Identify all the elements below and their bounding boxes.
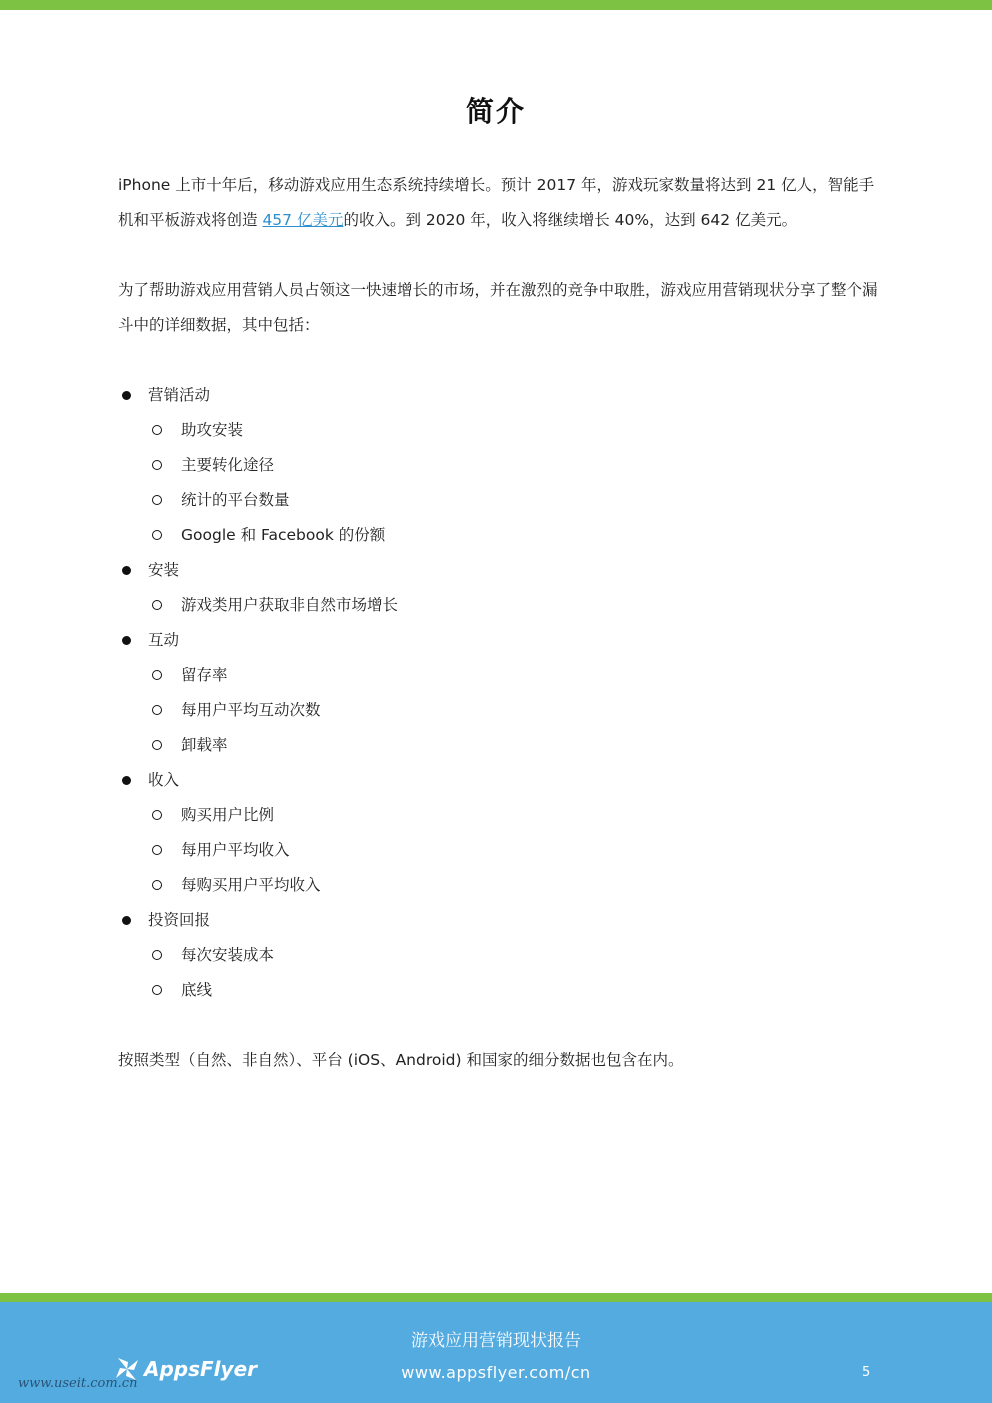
footer-accent-bar (0, 1293, 992, 1302)
lead-paragraph: 为了帮助游戏应用营销人员占领这一快速增长的市场，并在激烈的竞争中取胜，游戏应用营销现状分享了整个漏斗中的详细数据，其中包括： (118, 281, 878, 334)
footer (0, 1293, 992, 1403)
sub-item-label: 每用户平均收入 (181, 841, 290, 859)
section-label: 互动 (148, 631, 180, 649)
hollow-bullet-icon (152, 880, 162, 890)
footer-report-title: 游戏应用营销现状报告 (411, 1331, 581, 1351)
sub-item-label: 助攻安装 (181, 421, 244, 439)
sub-item-label: 每用户平均互动次数 (181, 701, 321, 719)
sub-item-label: 底线 (181, 981, 213, 999)
sub-item (118, 938, 878, 973)
section-item (118, 763, 878, 798)
sub-item (118, 728, 878, 763)
hollow-bullet-icon (152, 740, 162, 750)
section-item (118, 378, 878, 413)
top-accent-bar (0, 0, 992, 10)
hollow-bullet-icon (152, 705, 162, 715)
closing-paragraph: 按照类型（自然、非自然）、平台 (iOS、Android) 和国家的细分数据也包含在内。 (118, 1051, 684, 1069)
sub-item (118, 658, 878, 693)
filled-bullet-icon (122, 916, 131, 925)
section-item (118, 623, 878, 658)
sub-item-label: 统计的平台数量 (181, 491, 290, 509)
sub-item (118, 833, 878, 868)
hollow-bullet-icon (152, 425, 162, 435)
sub-item-label: Google 和 Facebook 的份额 (181, 526, 386, 544)
filled-bullet-icon (122, 391, 131, 400)
hollow-bullet-icon (152, 530, 162, 540)
appsflyer-wordmark: AppsFlyer (144, 1357, 257, 1381)
hollow-bullet-icon (152, 495, 162, 505)
hollow-bullet-icon (152, 985, 162, 995)
funnel-list (118, 378, 878, 1008)
intro-text-after: 的收入。到 2020 年，收入将继续增长 40%，达到 642 亿美元。 (343, 211, 798, 229)
section-item (118, 553, 878, 588)
hollow-bullet-icon (152, 460, 162, 470)
sub-item (118, 693, 878, 728)
sub-item-label: 购买用户比例 (181, 806, 275, 824)
sub-item-label: 每次安装成本 (181, 946, 275, 964)
footer-url[interactable]: www.appsflyer.com/cn (401, 1363, 591, 1382)
filled-bullet-icon (122, 566, 131, 575)
page-title: 简介 (465, 95, 526, 128)
section-label: 安装 (148, 561, 180, 579)
sub-item-label: 每购买用户平均收入 (181, 876, 321, 894)
sub-item (118, 483, 878, 518)
intro-paragraph (118, 168, 888, 238)
sub-item-label: 主要转化途径 (181, 456, 275, 474)
hollow-bullet-icon (152, 600, 162, 610)
sub-item (118, 973, 878, 1008)
sub-item (118, 448, 878, 483)
hollow-bullet-icon (152, 810, 162, 820)
hollow-bullet-icon (152, 845, 162, 855)
sub-item (118, 413, 878, 448)
sub-item-label: 游戏类用户获取非自然市场增长 (181, 596, 399, 614)
intro-text-before: iPhone 上市十年后，移动游戏应用生态系统持续增长。预计 2017 年，游戏玩家数量将达到 21 亿人，智能手机和平板游戏将创造 (118, 176, 875, 229)
page-number: 5 (862, 1365, 871, 1380)
section-item (118, 903, 878, 938)
revenue-link[interactable]: 457 亿美元 (262, 211, 344, 229)
hollow-bullet-icon (152, 950, 162, 960)
sub-item (118, 518, 878, 553)
sub-item-label: 卸载率 (181, 736, 228, 754)
section-label: 投资回报 (148, 911, 211, 929)
watermark: www.useit.com.cn (18, 1376, 138, 1391)
sub-item-label: 留存率 (181, 666, 228, 684)
filled-bullet-icon (122, 636, 131, 645)
filled-bullet-icon (122, 776, 131, 785)
sub-item (118, 798, 878, 833)
section-label: 营销活动 (148, 386, 211, 404)
section-label: 收入 (148, 771, 180, 789)
sub-item (118, 868, 878, 903)
hollow-bullet-icon (152, 670, 162, 680)
sub-item (118, 588, 878, 623)
